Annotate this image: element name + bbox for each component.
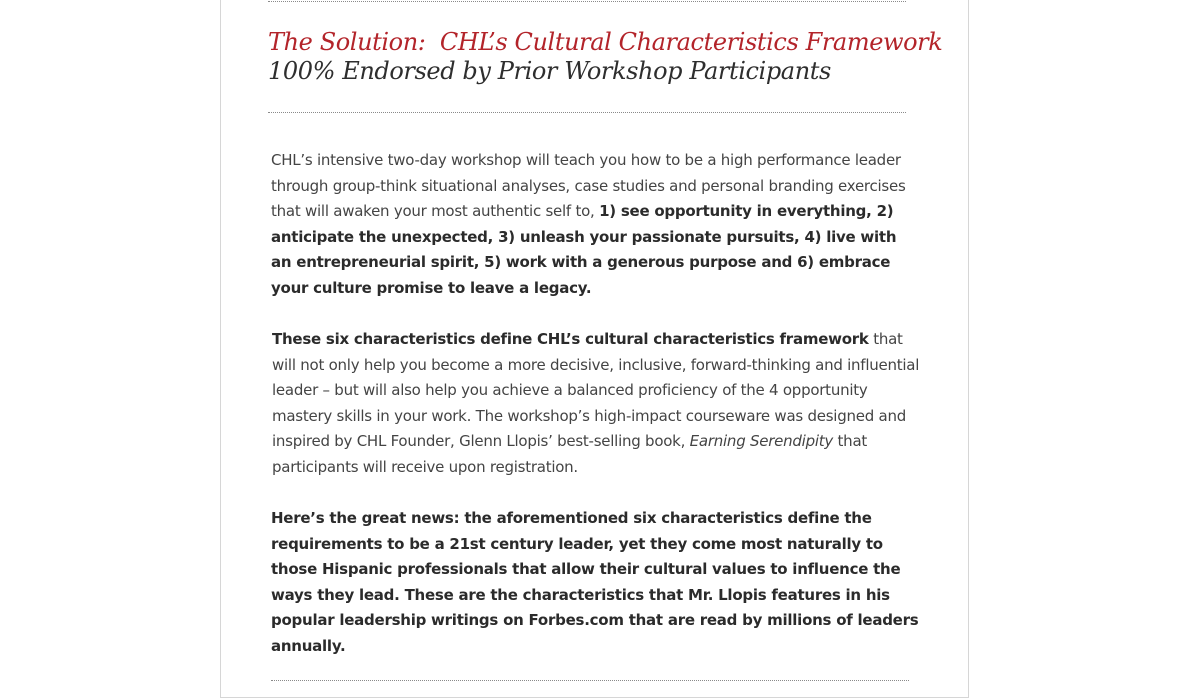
headline-divider: [268, 112, 906, 113]
great-news-paragraph: Here’s the great news: the aforementioned six characteristics define the requirements to be a 21st century leader, yet they come most naturally to those Hispanic professionals that allow their cultural values to influence the ways they lead. These are the characteristics that Mr. Llopis features in his popular leadership writings on Forbes.com that are read by millions of leaders annually.: [271, 509, 919, 655]
framework-lead-text: These six characteristics define CHL’s cultural characteristics framework: [272, 330, 869, 348]
bottom-divider: [271, 680, 909, 681]
section-headline: [268, 28, 943, 86]
framework-body-text: that will not only help you become a more decisive, inclusive, forward-thinking and influential leader – but will also help you achieve a balanced proficiency of the 4 opportunity mastery skills in your work. The workshop’s high-impact courseware was designed and inspired by CHL Founder, Glenn Llopis’ best-selling book,: [272, 330, 920, 451]
section-title: The Solution: CHL’s Cultural Characteristics Framework: [268, 28, 943, 56]
framework-paragraph: [272, 327, 922, 481]
section-subtitle: 100% Endorsed by Prior Workshop Participants: [268, 57, 831, 85]
top-divider: [268, 1, 906, 2]
workshop-intro-text: CHL’s intensive two-day workshop will teach you how to be a high performance leader through group-think situational analyses, case studies and personal branding exercises that will awaken your most authentic self to,: [271, 151, 906, 221]
six-characteristics-list: 1) see opportunity in everything, 2) anticipate the unexpected, 3) unleash your passionate pursuits, 4) live with an entrepreneurial spirit, 5) work with a generous purpose and 6) embrace your culture promise to leave a legacy.: [271, 202, 897, 297]
framework-tail-text: that participants will receive upon registration.: [272, 432, 868, 476]
book-title: Earning Serendipity: [689, 432, 834, 451]
workshop-intro-paragraph: [271, 148, 921, 302]
